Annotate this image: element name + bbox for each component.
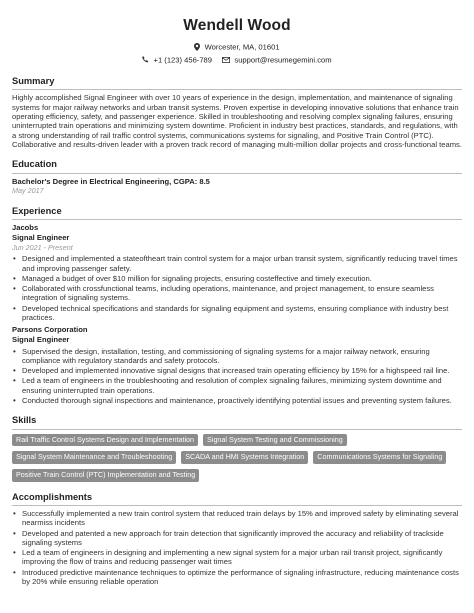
job-bullets — [12, 347, 462, 406]
summary-heading: Summary — [12, 76, 55, 87]
education-heading: Education — [12, 159, 57, 170]
job-entry — [12, 325, 462, 405]
list-item: • Successfully implemented a new train control system that reduced train delays by 15% and improved safety by eliminating several nearmiss incidents — [12, 509, 462, 528]
education-date: May 2017 — [12, 186, 44, 196]
job-bullets — [12, 254, 462, 322]
contact-line — [12, 55, 462, 65]
experience-heading: Experience — [12, 205, 62, 216]
skills-divider — [12, 429, 462, 430]
list-item: • Introduced predictive maintenance techniques to optimize the performance of signaling infrastructure, reducing maintenance costs by 20% while ensuring reliable operation — [12, 568, 462, 587]
skill-chip: Communications Systems for Signaling — [313, 451, 446, 464]
list-item: • Led a team of engineers in designing and implementing a new signal system for a major urban rail transit project, significantly improving the flow of trains and reducing passenger wait times — [12, 548, 462, 567]
skill-chip: SCADA and HMI Systems Integration — [181, 451, 308, 464]
phone-text[interactable]: +1 (123) 456-789 — [153, 54, 213, 64]
phone-icon — [142, 56, 149, 63]
job-title: Signal Engineer — [12, 335, 70, 345]
company-name: Parsons Corporation — [12, 325, 88, 335]
email-link[interactable]: support@resumegemini.com — [234, 54, 332, 64]
degree-text: Bachelor's Degree in Electrical Engineering, CGPA: 8.5 — [12, 176, 210, 186]
list-item: • Conducted thorough signal inspections and maintenance, proactively identifying potential issues and preventing system failures. — [12, 396, 462, 405]
list-item: • Supervised the design, installation, testing, and commissioning of signaling systems for a major railway network, ensuring compliance with regulatory standards and safety protocols. — [12, 347, 462, 366]
job-title: Signal Engineer — [12, 233, 70, 243]
summary-divider — [12, 89, 462, 90]
list-item: • Managed a budget of over $10 million for signaling projects, ensuring costeffective and timely execution. — [12, 274, 462, 283]
education-divider — [12, 173, 462, 174]
candidate-name: Wendell Wood — [183, 17, 291, 34]
job-entry — [12, 223, 462, 322]
location-text: Worcester, MA, 01601 — [204, 42, 280, 52]
summary-text: Highly accomplished Signal Engineer with over 10 years of experience in the design, implementation, and maintenance of signaling systems for major railway networks and urban transit systems. Proven expertise in developing innovative solutions that enhance train operating efficiency, safety, and passenger experience. Skilled in troubleshooting and resolving complex signaling failures, ensuring uninterrupted train operations and minimizing system downtime. Proficient in industry best practices, standards, and regulations, with a strong understanding of rail traffic control systems, communications systems for signaling, and Positive Train Control (PTC). Collaborative and results-driven leader with a proven track record of managing multi-million dollar projects and cross-functional teams. — [12, 93, 462, 150]
skill-chip: Signal System Testing and Commissioning — [203, 434, 347, 447]
list-item: • Developed technical specifications and standards for signaling equipment and systems, ensuring compliance with industry best practices. — [12, 304, 462, 323]
list-item: • Designed and implemented a stateoftheart train control system for a major urban transit system, significantly reducing travel times and improving passenger safety. — [12, 254, 462, 273]
skill-chip: Positive Train Control (PTC) Implementation and Testing — [12, 469, 199, 482]
education-section — [12, 159, 462, 195]
list-item: • Developed and implemented innovative signal designs that increased train operating efficiency by 15% for a highspeed rail line. — [12, 366, 462, 375]
summary-section — [12, 76, 462, 149]
list-item: • Developed and patented a new approach for train detection that significantly improved the accuracy and reliability of trackside signaling systems — [12, 529, 462, 548]
location-line — [12, 42, 462, 52]
skill-chip: Rail Traffic Control Systems Design and Implementation — [12, 434, 198, 447]
skills-list — [12, 434, 462, 482]
skills-section — [12, 415, 462, 482]
accomplishments-list — [12, 509, 462, 586]
experience-section — [12, 206, 462, 405]
list-item: • Collaborated with crossfunctional teams, including operations, maintenance, and project management, to ensure seamless integration of signaling systems. — [12, 284, 462, 303]
accomplishments-divider — [12, 505, 462, 506]
company-name: Jacobs — [12, 223, 39, 233]
list-item: • Led a team of engineers in the troubleshooting and resolution of complex signaling failures, minimizing system downtime and ensuring uninterrupted train operations. — [12, 376, 462, 395]
experience-divider — [12, 219, 462, 220]
accomplishments-heading: Accomplishments — [12, 491, 93, 502]
skill-chip: Signal System Maintenance and Troubleshooting — [12, 451, 176, 464]
map-pin-icon — [194, 43, 200, 51]
skills-heading: Skills — [12, 415, 37, 426]
envelope-icon — [222, 57, 230, 63]
accomplishments-section — [12, 492, 462, 586]
job-dates: Jun 2021 - Present — [12, 242, 73, 252]
